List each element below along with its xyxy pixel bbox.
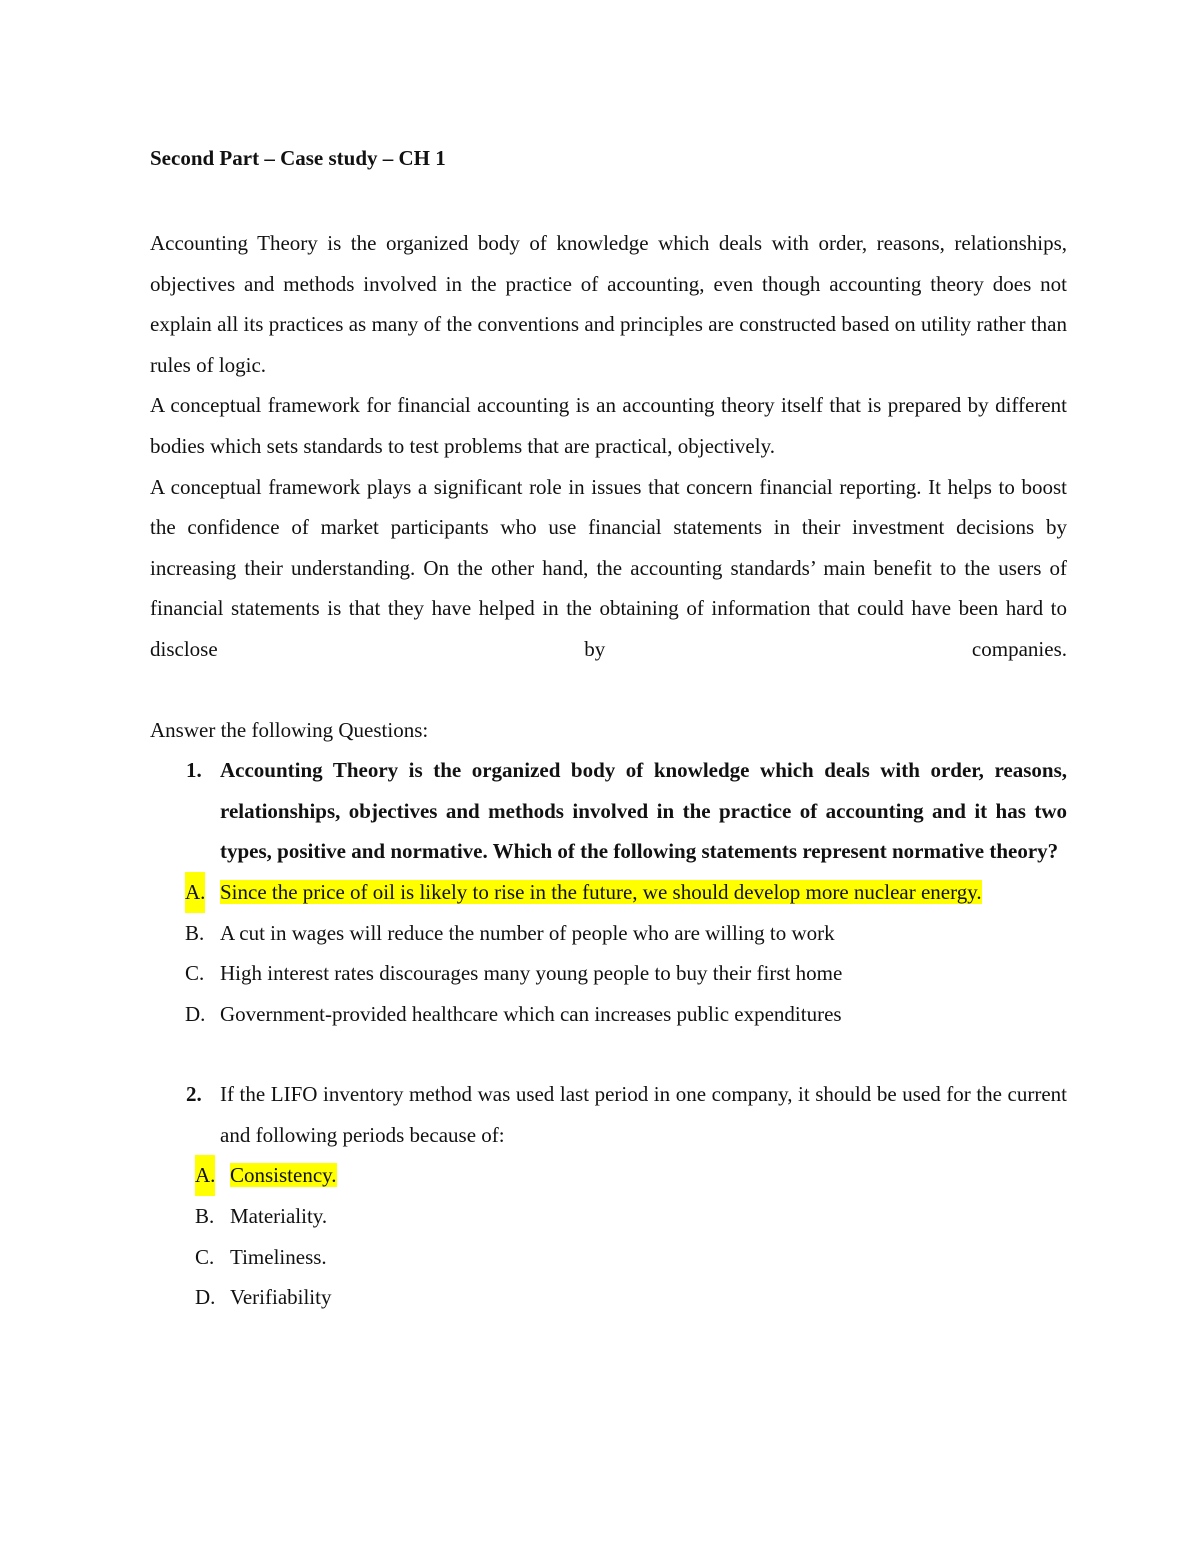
spacer: [150, 173, 1067, 223]
option-letter: A.: [195, 1155, 215, 1196]
option-letter: B.: [185, 920, 205, 945]
question-number: 1.: [186, 758, 202, 783]
question-text: Accounting Theory is the organized body of knowledge which deals with order, reasons, relationships, objectives and methods involved in the practice of accounting and it has two types, positive and normative. Which of the following statements represent normative theory?: [220, 758, 1067, 864]
question-2-option-b: [150, 1196, 1067, 1237]
option-text: A cut in wages will reduce the number of people who are willing to work: [220, 920, 835, 945]
paragraph-conceptual-framework: A conceptual framework for financial accounting is an accounting theory itself that is prepared by different bodies which sets standards to test problems that are practical, objectively.: [150, 393, 1067, 458]
option-text: Timeliness.: [230, 1244, 327, 1269]
option-letter: D.: [185, 1001, 206, 1026]
question-2-option-a: [150, 1155, 1067, 1196]
option-text: Government-provided healthcare which can increases public expenditures: [220, 1001, 842, 1026]
question-1-option-d: [150, 994, 1067, 1035]
option-text: High interest rates discourages many young people to buy their first home: [220, 961, 843, 986]
question-1-option-a: [150, 872, 1067, 913]
answer-heading: Answer the following Questions:: [150, 717, 429, 742]
option-letter: A.: [185, 872, 205, 913]
question-2-option-c: [150, 1237, 1067, 1278]
option-letter: C.: [195, 1244, 215, 1269]
spacer: [150, 670, 1067, 710]
section-heading: Second Part – Case study – CH 1: [150, 146, 446, 170]
option-letter: C.: [185, 961, 205, 986]
question-2-option-d: [150, 1277, 1067, 1318]
question-text: If the LIFO inventory method was used last period in one company, it should be used for the current and following periods because of:: [220, 1082, 1067, 1147]
option-letter: D.: [195, 1285, 216, 1310]
option-letter: B.: [195, 1204, 215, 1229]
question-1: [150, 750, 1067, 872]
paragraph-framework-role: A conceptual framework plays a significant role in issues that concern financial reporting. It helps to boost the confidence of market participants who use financial statements in their investment decisions by increasing their understanding. On the other hand, the accounting standards’ main benefit to the users of financial statements is that they have helped in the obtaining of information that could have been hard to disclose by companies.: [150, 474, 1067, 661]
question-1-option-b: [150, 913, 1067, 954]
paragraph-accounting-theory: Accounting Theory is the organized body of knowledge which deals with order, reasons, relationships, objectives and methods involved in the practice of accounting, even though accounting theory does not explain all its practices as many of the conventions and principles are constructed based on utility rather than rules of logic.: [150, 231, 1067, 377]
option-text-highlighted: Since the price of oil is likely to rise in the future, we should develop more nuclear energy.: [220, 879, 982, 904]
question-number: 2.: [186, 1082, 202, 1107]
question-2: [150, 1074, 1067, 1155]
option-text: Verifiability: [230, 1285, 332, 1310]
question-1-option-c: [150, 953, 1067, 994]
option-text: Materiality.: [230, 1204, 328, 1229]
document-page: [150, 143, 1067, 1318]
option-text-highlighted: Consistency.: [230, 1163, 337, 1188]
